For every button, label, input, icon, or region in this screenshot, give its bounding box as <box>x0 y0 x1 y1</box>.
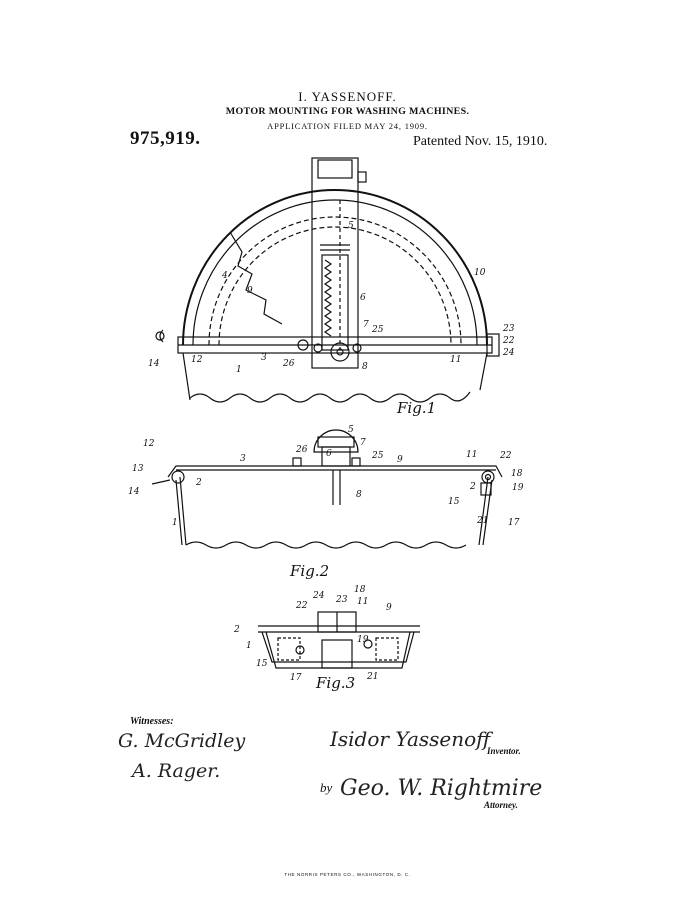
ref-numeral: 2 <box>234 625 240 635</box>
ref-numeral: 9 <box>247 286 253 296</box>
ref-numeral: 24 <box>313 591 325 601</box>
figure-3-drawing <box>258 612 420 668</box>
witness-signature-2: A. Rager. <box>132 760 221 782</box>
ref-numeral: 5 <box>348 221 354 231</box>
ref-numeral: 11 <box>466 450 478 460</box>
ref-numeral: 19 <box>512 483 524 493</box>
ref-numeral: 26 <box>283 359 295 369</box>
witnesses-label: Witnesses: <box>130 716 174 727</box>
ref-numeral: 6 <box>326 449 332 459</box>
ref-numeral: 12 <box>143 439 155 449</box>
ref-numeral: 15 <box>448 497 460 507</box>
ref-numeral: 11 <box>450 355 462 365</box>
ref-numeral: 22 <box>500 451 512 461</box>
by-label: by <box>320 780 333 795</box>
ref-numeral: 23 <box>336 595 348 605</box>
ref-numeral: 22 <box>503 336 515 346</box>
ref-numeral: 13 <box>132 464 144 474</box>
ref-numeral: 3 <box>240 454 246 464</box>
ref-numeral: 10 <box>474 268 486 278</box>
ref-numeral: 18 <box>354 585 366 595</box>
ref-numeral: 17 <box>508 518 520 528</box>
ref-numeral: 21 <box>367 672 379 682</box>
ref-numeral: 1 <box>246 641 252 651</box>
ref-numeral: 15 <box>256 659 268 669</box>
ref-numeral: 9 <box>397 455 403 465</box>
ref-numeral: 6 <box>360 293 366 303</box>
patent-number: 975,919. <box>130 128 201 149</box>
ref-numeral: 11 <box>357 597 369 607</box>
ref-numeral: 21 <box>477 516 489 526</box>
patent-date: Patented Nov. 15, 1910. <box>413 134 548 149</box>
ref-numeral: 14 <box>148 359 160 369</box>
ref-numeral: 24 <box>503 348 515 358</box>
inventor-signature: Isidor Yassenoff <box>330 727 491 751</box>
patent-title: MOTOR MOUNTING FOR WASHING MACHINES. <box>225 106 470 117</box>
ref-numeral: 4 <box>222 271 228 281</box>
ref-numeral: 25 <box>372 451 384 461</box>
ref-numeral: 8 <box>356 490 362 500</box>
figure-1-label: Fig.1 <box>397 399 437 417</box>
ref-numeral: 18 <box>511 469 523 479</box>
ref-numeral: 2 <box>196 478 202 488</box>
ref-numeral: 9 <box>386 603 392 613</box>
figure-2-label: Fig.2 <box>290 562 330 580</box>
ref-numeral: 22 <box>296 601 308 611</box>
ref-numeral: 3 <box>261 353 267 363</box>
figure-2-reference-numerals <box>128 425 524 528</box>
ref-numeral: 19 <box>357 635 369 645</box>
attorney-label: Attorney. <box>484 800 518 810</box>
ref-numeral: 12 <box>191 355 203 365</box>
ref-numeral: 1 <box>236 365 242 375</box>
ref-numeral: 7 <box>360 438 366 448</box>
figure-3-label: Fig.3 <box>316 674 356 692</box>
ref-numeral: 14 <box>128 487 140 497</box>
ref-numeral: 17 <box>290 673 302 683</box>
ref-numeral: 1 <box>172 518 178 528</box>
ref-numeral: 5 <box>348 425 354 435</box>
ref-numeral: 2 <box>470 482 476 492</box>
inventor-name: I. YASSENOFF. <box>298 89 397 104</box>
application-filed: APPLICATION FILED MAY 24, 1909. <box>267 121 428 131</box>
ref-numeral: 23 <box>503 324 515 334</box>
printer-footer: THE NORRIS PETERS CO., WASHINGTON, D. C. <box>284 872 411 877</box>
ref-numeral: 8 <box>362 362 368 372</box>
ref-numeral: 26 <box>296 445 308 455</box>
witness-signature-1: G. McGridley <box>118 730 246 752</box>
attorney-signature: Geo. W. Rightmire <box>340 776 543 801</box>
figure-1-drawing <box>156 158 499 402</box>
figure-2-drawing <box>152 430 502 548</box>
ref-numeral: 25 <box>372 325 384 335</box>
ref-numeral: 7 <box>363 320 369 330</box>
inventor-label: Inventor. <box>487 746 521 756</box>
